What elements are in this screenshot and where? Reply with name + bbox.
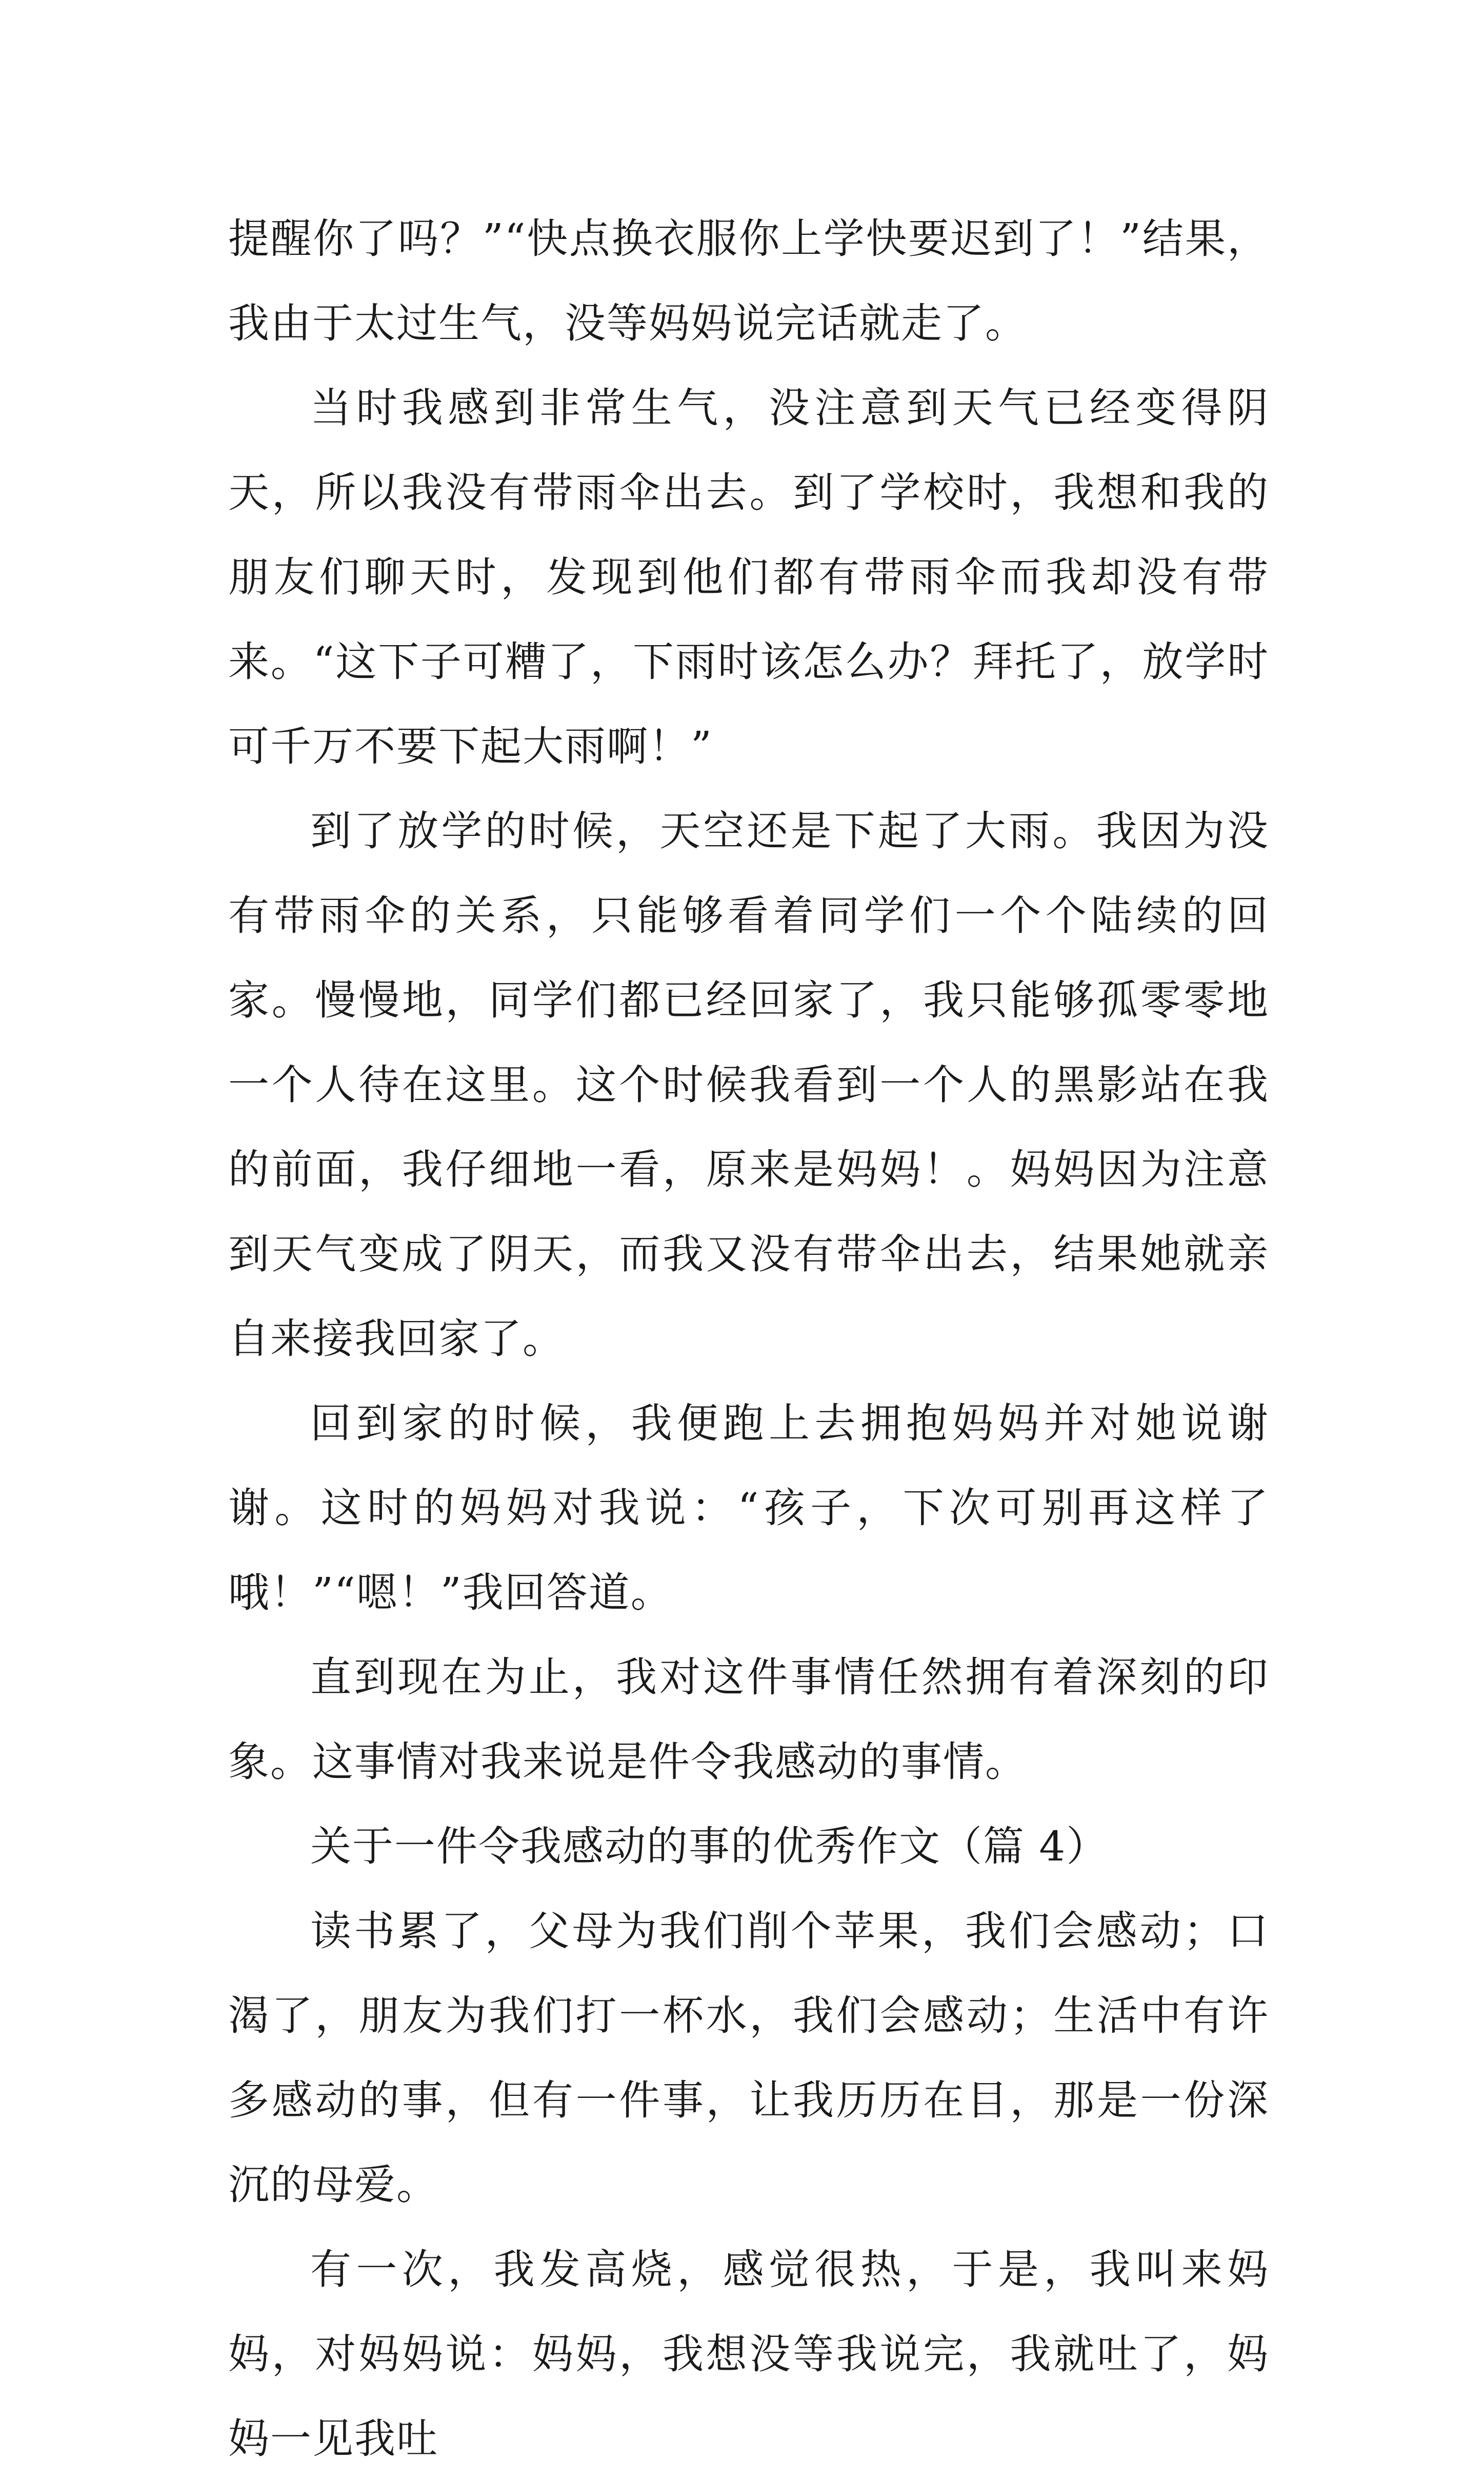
paragraph-4: 回到家的时候，我便跑上去拥抱妈妈并对她说谢谢。这时的妈妈对我说：“孩子，下次可别再这样了哦！”“嗯！”我回答道。 — [228, 1399, 1269, 1616]
section-heading: 关于一件令我感动的事的优秀作文（篇 4） — [310, 1823, 1109, 1870]
paragraph-7: 有一次，我发高烧，感觉很热，于是，我叫来妈妈，对妈妈说：妈妈，我想没等我说完，我就吐了，妈妈一见我吐 — [228, 2246, 1269, 2463]
paragraph-1: 提醒你了吗？”“快点换衣服你上学快要迟到了！”结果，我由于太过生气，没等妈妈说完话就走了。 — [228, 215, 1269, 347]
paragraph-3: 到了放学的时候，天空还是下起了大雨。我因为没有带雨伞的关系，只能够看着同学们一个个陆续的回家。慢慢地，同学们都已经回家了，我只能够孤零零地一个人待在这里。这个时候我看到一个人的黑影站在我的前面，我仔细地一看，原来是妈妈！。妈妈因为注意到天气变成了阴天，而我又没有带伞出去，结果她就亲自来接我回家了。 — [228, 807, 1269, 1363]
document-body — [228, 196, 1269, 2481]
paragraph-2: 当时我感到非常生气，没注意到天气已经变得阴天，所以我没有带雨伞出去。到了学校时，我想和我的朋友们聊天时，发现到他们都有带雨伞而我却没有带来。“这下子可糟了，下雨时该怎么办？拜托了，放学时可千万不要下起大雨啊！” — [228, 384, 1269, 770]
paragraph-5: 直到现在为止，我对这件事情任然拥有着深刻的印象。这事情对我来说是件令我感动的事情。 — [228, 1653, 1269, 1786]
paragraph-6: 读书累了，父母为我们削个苹果，我们会感动；口渴了，朋友为我们打一杯水，我们会感动；生活中有许多感动的事，但有一件事，让我历历在目，那是一份深沉的母爱。 — [228, 1907, 1269, 2209]
